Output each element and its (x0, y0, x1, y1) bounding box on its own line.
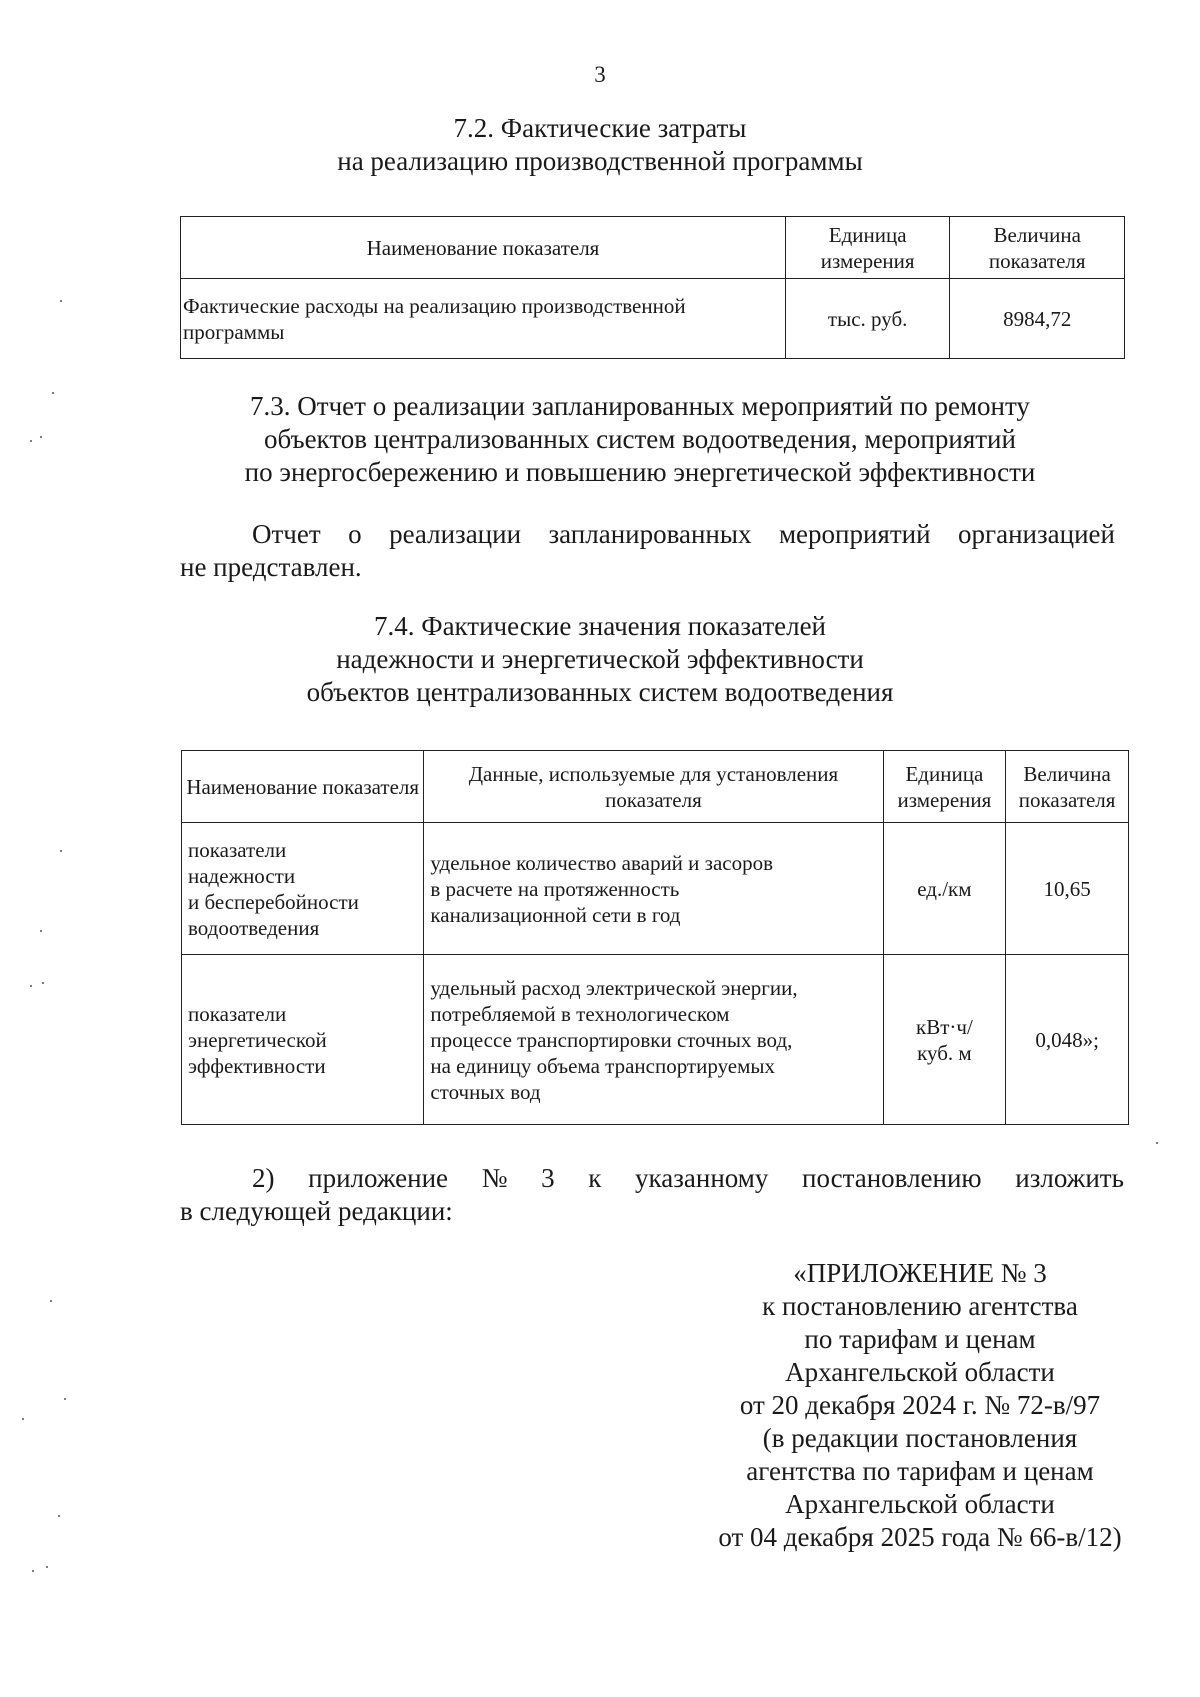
cell-line: процессе транспортировки сточных вод, (430, 1027, 793, 1052)
scan-speck (40, 436, 42, 438)
cell-line: удельное количество аварий и засоров (430, 850, 774, 875)
word: к (588, 1163, 602, 1193)
heading-line: на реализацию производственной программы (337, 146, 863, 176)
appendix-line: по тарифам и ценам (804, 1324, 1036, 1354)
indicator-name-cell (182, 823, 424, 955)
section-7-4-heading (0, 610, 1200, 709)
value-cell: 10,65 (1006, 823, 1129, 955)
header-cell: Данные, используемые для установления показателя (424, 751, 883, 823)
appendix-line: от 20 декабря 2024 г. № 72-в/97 (739, 1390, 1101, 1420)
section-7-2-heading (0, 112, 1200, 178)
appendix-line: агентства по тарифам и ценам (746, 1456, 1094, 1486)
heading-line: по энергосбережению и повышению энергетической эффективности (244, 457, 1036, 487)
paragraph-line (180, 518, 1115, 551)
cell-line: канализационной сети в год (430, 902, 681, 927)
header-cell: Наименование показателя (181, 217, 786, 279)
costs-table (180, 216, 1125, 359)
cell-line: водоотведения (188, 915, 320, 940)
appendix-line: к постановлению агентства (762, 1291, 1078, 1321)
heading-line: 7.2. Фактические затраты (453, 113, 747, 143)
unit-cell (883, 955, 1006, 1125)
word: изложить (1015, 1163, 1124, 1193)
scan-speck (58, 1515, 60, 1517)
appendix-line: Архангельской области (785, 1489, 1055, 1519)
heading-line: объектов централизованных систем водоотведения (306, 677, 894, 707)
header-cell: Наименование показателя (182, 751, 424, 823)
scan-speck (60, 850, 62, 852)
table-row (181, 279, 1125, 359)
page-number: 3 (594, 62, 606, 87)
word: мероприятий (778, 519, 931, 549)
heading-line: надежности и энергетической эффективности (336, 644, 864, 674)
table-row (182, 823, 1129, 955)
scan-speck (22, 1418, 24, 1420)
word: Отчет (252, 519, 321, 549)
cell-line: и бесперебойности (188, 889, 359, 914)
cell-line: надежности (188, 863, 296, 888)
cell-line: показатели (188, 1001, 287, 1026)
scan-speck (30, 440, 32, 442)
value-cell: 8984,72 (950, 279, 1125, 359)
table-header-row (181, 217, 1125, 279)
word: о (348, 519, 362, 549)
cell-line: ед./км (917, 876, 972, 901)
section-7-3-heading (150, 390, 1130, 489)
header-cell: Единица измерения (785, 217, 950, 279)
scan-speck (64, 1398, 66, 1400)
unit-cell (883, 823, 1006, 955)
cell-line: в расчете на протяженность (430, 876, 680, 901)
cell-line: показатели (188, 837, 287, 862)
item-2-paragraph (180, 1162, 1124, 1228)
scan-speck (46, 1566, 48, 1568)
unit-cell: тыс. руб. (785, 279, 950, 359)
scan-speck (1156, 1142, 1158, 1144)
report-paragraph (180, 518, 1115, 584)
cell-line: потребляемой в технологическом (430, 1001, 730, 1026)
header-cell: Единица измерения (883, 751, 1006, 823)
table-row (182, 955, 1129, 1125)
indicator-name-cell: Фактические расходы на реализацию производственной программы (181, 279, 786, 359)
heading-line: 7.3. Отчет о реализации запланированных мероприятий по ремонту (250, 391, 1030, 421)
value-cell: 0,048»; (1006, 955, 1129, 1125)
heading-line: объектов централизованных систем водоотведения, мероприятий (264, 424, 1016, 454)
scan-speck (42, 982, 44, 984)
appendix-line: «ПРИЛОЖЕНИЕ № 3 (793, 1258, 1047, 1288)
word: № (481, 1163, 508, 1193)
word: реализации (389, 519, 522, 549)
word: организацией (958, 519, 1115, 549)
scan-speck (30, 985, 32, 987)
data-description-cell (424, 955, 883, 1125)
appendix-line: (в редакции постановления (762, 1423, 1078, 1453)
cell-line: удельный расход электрической энергии, (430, 975, 798, 1000)
word: 2) (252, 1163, 275, 1193)
cell-line: сточных вод (430, 1079, 541, 1104)
indicators-table (181, 750, 1129, 1125)
scan-speck (50, 1300, 52, 1302)
word: приложение (308, 1163, 449, 1193)
word: указанному (635, 1163, 769, 1193)
scan-speck (52, 392, 54, 394)
cell-line: кВт·ч/ (916, 1014, 973, 1039)
indicator-name-cell (182, 955, 424, 1125)
cell-line: энергетической (188, 1027, 327, 1052)
appendix-line: Архангельской области (785, 1357, 1055, 1387)
cell-line: на единицу объема транспортируемых (430, 1053, 776, 1078)
paragraph-line: не представлен. (180, 552, 362, 582)
appendix-line: от 04 декабря 2025 года № 66-в/12) (718, 1522, 1122, 1552)
table-header-row (182, 751, 1129, 823)
data-description-cell (424, 823, 883, 955)
word: запланированных (548, 519, 752, 549)
cell-line: эффективности (188, 1053, 326, 1078)
scan-speck (60, 300, 62, 302)
cell-line: куб. м (917, 1040, 972, 1065)
scan-speck (40, 930, 42, 932)
scan-speck (32, 1570, 34, 1572)
heading-line: 7.4. Фактические значения показателей (373, 611, 827, 641)
header-cell: Величина показателя (1006, 751, 1129, 823)
appendix-header-block (680, 1257, 1160, 1554)
word: постановлению (802, 1163, 982, 1193)
paragraph-line: в следующей редакции: (180, 1196, 453, 1226)
paragraph-line (180, 1162, 1124, 1195)
word: 3 (541, 1163, 555, 1193)
header-cell: Величина показателя (950, 217, 1125, 279)
